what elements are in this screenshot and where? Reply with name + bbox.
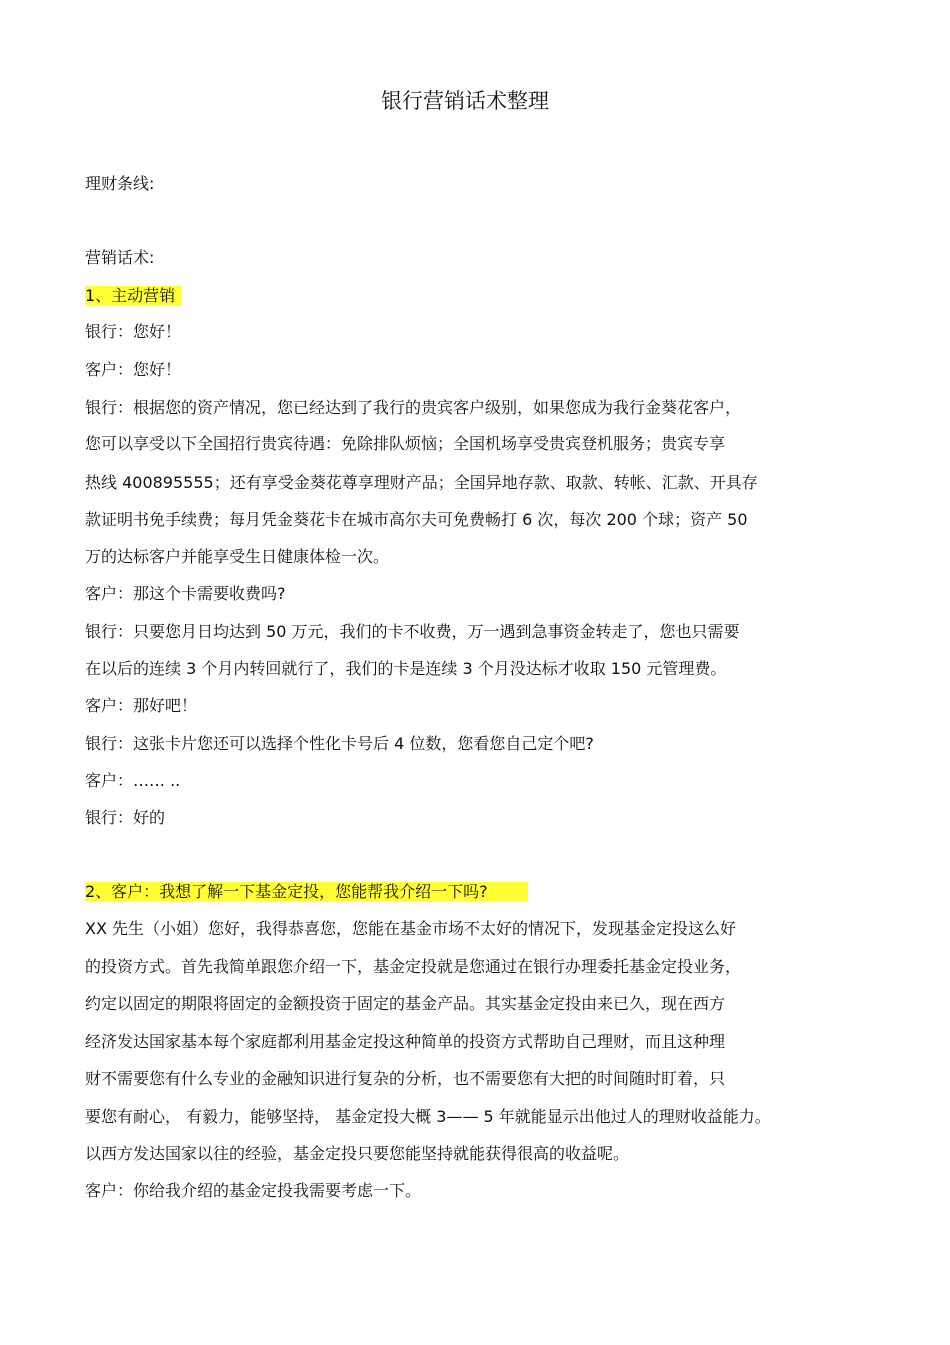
section2-line: 约定以固定的期限将固定的金额投资于固定的基金产品。其实基金定投由来已久，现在西方: [85, 994, 726, 1013]
section1-line: 客户：…… ..: [85, 771, 181, 790]
section1-line: 银行：您好！: [85, 322, 182, 341]
section2-heading: [85, 881, 528, 903]
section1-line: 热线 400895555；还有享受金葵花尊享理财产品；全国异地存款、取款、转帐、汇款、开具存: [85, 473, 758, 492]
subtitle-line: 营销话术:: [85, 248, 155, 267]
section1-line: 客户：您好！: [85, 360, 182, 379]
section1-heading: [85, 285, 181, 307]
section2-line: 的投资方式。首先我简单跟您介绍一下，基金定投就是您通过在银行办理委托基金定投业务，: [85, 957, 742, 976]
section1-line: 银行：好的: [85, 808, 166, 827]
section1-line: 银行：这张卡片您还可以选择个性化卡号后 4 位数，您看您自己定个吧?: [85, 734, 594, 753]
section2-line: 以西方发达国家以往的经验，基金定投只要您能坚持就能获得很高的收益呢。: [85, 1144, 630, 1163]
section2-heading-text: 2、客户：我想了解一下基金定投，您能帮我介绍一下吗?: [85, 882, 528, 901]
section2-line: 经济发达国家基本每个家庭都利用基金定投这种简单的投资方式帮助自己理财，而且这种理: [85, 1032, 726, 1051]
section1-line: 您可以享受以下全国招行贵宾待遇：免除排队烦恼；全国机场享受贵宾登机服务；贵宾专享: [85, 434, 726, 453]
section2-line: 要您有耐心， 有毅力，能够坚持， 基金定投大概 3—— 5 年就能显示出他过人的理财收益能力。: [85, 1107, 771, 1126]
section1-line: 银行：根据您的资产情况，您已经达到了我行的贵宾客户级别，如果您成为我行金葵花客户，: [85, 398, 742, 417]
section1-heading-text: 1、主动营销: [85, 286, 181, 305]
section1-line: 客户：那这个卡需要收费吗?: [85, 584, 286, 603]
section1-line: 银行：只要您月日均达到 50 万元，我们的卡不收费，万一遇到急事资金转走了，您也只需要: [85, 622, 740, 641]
section2-line: XX 先生（小姐）您好，我得恭喜您，您能在基金市场不太好的情况下，发现基金定投这么好: [85, 919, 737, 938]
section2-line: 财不需要您有什么专业的金融知识进行复杂的分析，也不需要您有大把的时间随时盯着，只: [85, 1069, 726, 1088]
document-title: 银行营销话术整理: [381, 89, 549, 113]
section1-line: 在以后的连续 3 个月内转回就行了，我们的卡是连续 3 个月没达标才收取 150 元管理费。: [85, 659, 727, 678]
section1-line: 客户：那好吧！: [85, 696, 198, 715]
intro-line: 理财条线:: [85, 174, 155, 193]
section1-line: 万的达标客户并能享受生日健康体检一次。: [85, 547, 390, 566]
section1-line: 款证明书免手续费；每月凭金葵花卡在城市高尔夫可免费畅打 6 次，每次 200 个球；资产 50: [85, 510, 748, 529]
section2-line: 客户：你给我介绍的基金定投我需要考虑一下。: [85, 1181, 422, 1200]
